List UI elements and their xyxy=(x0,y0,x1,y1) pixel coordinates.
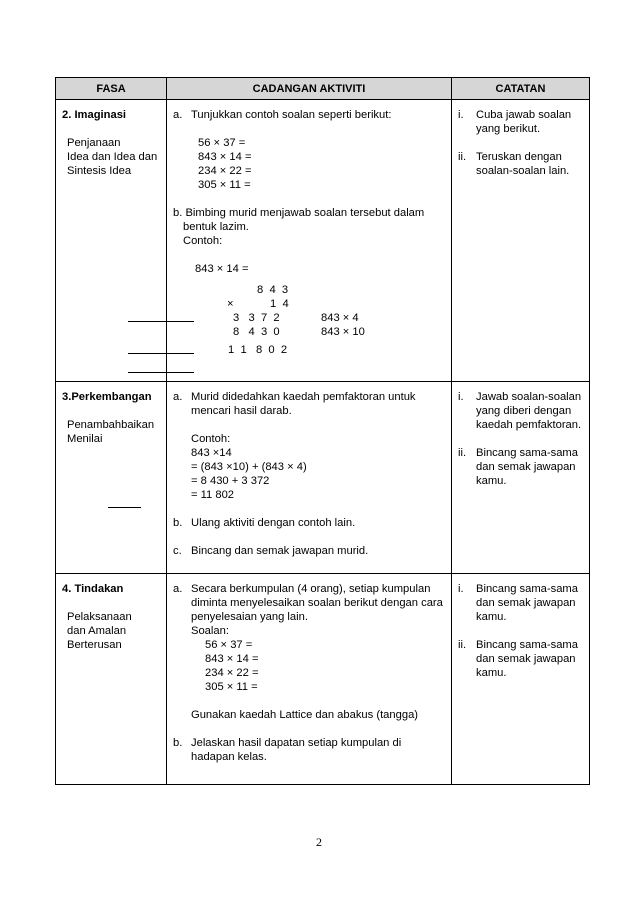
calc-row: 3 3 7 2 xyxy=(233,312,280,324)
page-number: 2 xyxy=(316,835,322,849)
catatan-cell xyxy=(452,100,590,382)
contoh-line: = 11 802 xyxy=(191,489,235,501)
contoh-line: = 8 430 + 3 372 xyxy=(191,475,270,487)
row-perkembangan xyxy=(56,382,590,574)
note-text: Cuba jawab soalan yang berikut. xyxy=(476,109,572,135)
question: 56 × 37 = xyxy=(205,639,253,651)
list-item xyxy=(173,582,447,624)
note-marker: i. xyxy=(458,109,464,121)
fasa-line: Berterusan xyxy=(67,639,122,651)
soalan-label: Soalan: xyxy=(191,625,229,637)
row-imaginasi xyxy=(56,100,590,382)
cadangan-cell xyxy=(167,574,452,785)
item-marker: b. xyxy=(173,737,183,749)
item-text: Tunjukkan contoh soalan seperti berikut: xyxy=(191,109,392,121)
item-text: Ulang aktiviti dengan contoh lain. xyxy=(191,517,356,529)
contoh-line: 843 ×14 xyxy=(191,447,232,459)
contoh-block xyxy=(173,432,447,502)
note-marker: i. xyxy=(458,391,464,403)
item-marker: a. xyxy=(173,583,183,595)
fasa-title: 3.Perkembangan xyxy=(62,391,152,403)
question: 305 × 11 = xyxy=(198,179,251,191)
question: 234 × 22 = xyxy=(205,667,259,679)
note-item xyxy=(458,390,585,432)
calc-note: 843 × 4 xyxy=(321,312,359,324)
item-marker: c. xyxy=(173,545,182,557)
blank-line xyxy=(108,507,141,508)
fasa-line: Penambahbaikan xyxy=(67,419,155,431)
fasa-line: Sintesis Idea xyxy=(67,165,132,177)
header-fasa: FASA xyxy=(56,78,167,100)
calc-row: 1 4 xyxy=(270,298,289,310)
contoh-line: = (843 ×10) + (843 × 4) xyxy=(191,461,307,473)
header-row xyxy=(56,78,590,100)
item-text: Secara berkumpulan (4 orang), setiap kumpulan diminta menyelesaikan soalan berikut dengan cara penyelesaian yang lain. xyxy=(191,583,443,623)
fasa-line: Idea dan Idea dan xyxy=(67,151,158,163)
question: 843 × 14 = xyxy=(205,653,259,665)
note-text: Bincang sama-sama dan semak jawapan kamu. xyxy=(476,583,578,623)
item-b-text: b. Bimbing murid menjawab soalan tersebut dalam xyxy=(173,207,425,219)
fasa-title: 2. Imaginasi xyxy=(62,109,127,121)
fasa-line: Pelaksanaan xyxy=(67,611,132,623)
list-item xyxy=(173,108,447,122)
header-cadangan: CADANGAN AKTIVITI xyxy=(167,78,452,100)
note-item xyxy=(458,108,585,136)
fasa-line: Menilai xyxy=(67,433,103,445)
activity-table xyxy=(55,77,590,785)
list-item xyxy=(173,390,447,418)
note-item xyxy=(458,446,585,488)
calc-operator: × xyxy=(227,298,234,310)
calc-row: 8 4 3 0 xyxy=(233,326,280,338)
fasa-line: Penjanaan xyxy=(67,137,121,149)
note-marker: ii. xyxy=(458,639,467,651)
note-text: Teruskan dengan soalan-soalan lain. xyxy=(476,151,570,177)
blank-line xyxy=(128,353,194,354)
note-item xyxy=(458,638,585,680)
fasa-cell xyxy=(56,100,167,382)
item-text: Murid didedahkan kaedah pemfaktoran untuk mencari hasil darab. xyxy=(191,391,416,417)
note-text: Jawab soalan-soalan yang diberi dengan kaedah pemfaktoran. xyxy=(476,391,582,431)
question: 234 × 22 = xyxy=(198,165,252,177)
row-tindakan xyxy=(56,574,590,785)
item-text: Jelaskan hasil dapatan setiap kumpulan di hadapan kelas. xyxy=(191,737,402,763)
blank-line xyxy=(128,372,194,373)
calc-result: 1 1 8 0 2 xyxy=(228,344,288,356)
question-list xyxy=(173,638,447,694)
cadangan-cell xyxy=(167,382,452,574)
list-item xyxy=(173,516,447,530)
contoh-line: Contoh: xyxy=(191,433,231,445)
fasa-title: 4. Tindakan xyxy=(62,583,124,595)
question: 56 × 37 = xyxy=(198,137,246,149)
contoh-label: Contoh: xyxy=(183,235,223,247)
gunakan-text: Gunakan kaedah Lattice dan abakus (tangga) xyxy=(191,709,419,721)
note-marker: ii. xyxy=(458,447,467,459)
fasa-line: dan Amalan xyxy=(67,625,127,637)
long-multiplication xyxy=(173,276,447,372)
note-marker: i. xyxy=(458,583,464,595)
note-item xyxy=(458,582,585,624)
list-item xyxy=(173,544,447,558)
catatan-cell xyxy=(452,382,590,574)
header-catatan: CATATAN xyxy=(452,78,590,100)
note-marker: ii. xyxy=(458,151,467,163)
note-item xyxy=(458,150,585,178)
item-b-text-cont: bentuk lazim. xyxy=(183,221,249,233)
question: 843 × 14 = xyxy=(198,151,252,163)
item-text: Bincang dan semak jawapan murid. xyxy=(191,545,369,557)
item-marker: b. xyxy=(173,517,183,529)
catatan-cell xyxy=(452,574,590,785)
example-expression: 843 × 14 = xyxy=(195,263,249,275)
calc-note: 843 × 10 xyxy=(321,326,365,338)
blank-line xyxy=(128,321,194,322)
note-text: Bincang sama-sama dan semak jawapan kamu. xyxy=(476,639,578,679)
list-item xyxy=(173,736,447,764)
item-marker: a. xyxy=(173,109,183,121)
fasa-cell xyxy=(56,382,167,574)
calc-row: 8 4 3 xyxy=(257,284,289,296)
question: 305 × 11 = xyxy=(205,681,258,693)
fasa-cell xyxy=(56,574,167,785)
question-list xyxy=(173,136,447,192)
note-text: Bincang sama-sama dan semak jawapan kamu. xyxy=(476,447,578,487)
cadangan-cell xyxy=(167,100,452,382)
item-marker: a. xyxy=(173,391,183,403)
